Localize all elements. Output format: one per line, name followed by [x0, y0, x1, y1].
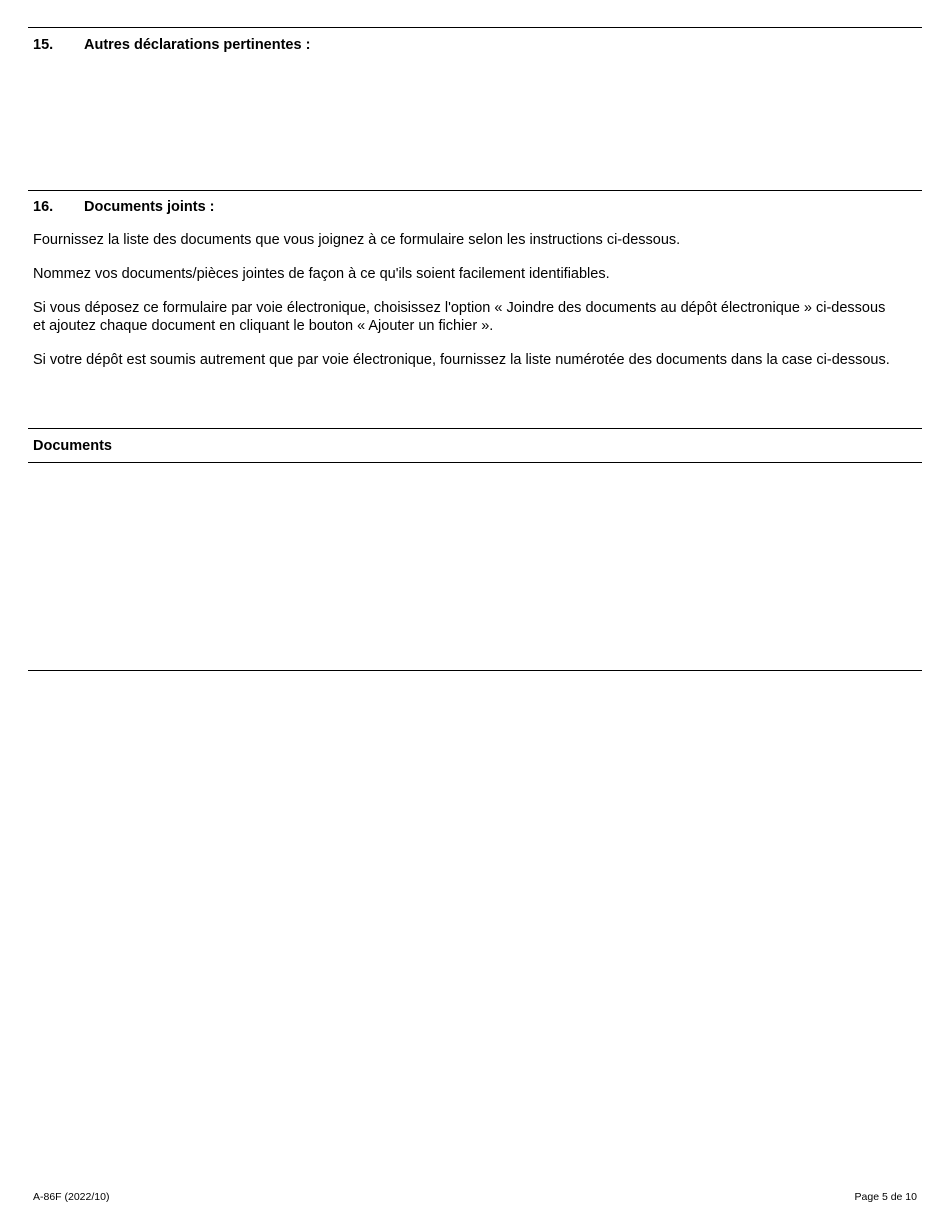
documents-list-field[interactable]: [28, 464, 922, 668]
other-statements-field[interactable]: [28, 58, 922, 188]
section-16-top-rule: [28, 190, 922, 191]
instruction-paragraph-4: Si votre dépôt est soumis autrement que par voie électronique, fournissez la liste numérotée des documents dans la case ci-dessous.: [33, 352, 890, 368]
documents-bottom-rule: [28, 670, 922, 671]
documents-header-rule: [28, 462, 922, 463]
section-15-number: 15.: [33, 37, 54, 53]
instruction-paragraph-1: Fournissez la liste des documents que vous joignez à ce formulaire selon les instructions ci-dessous.: [33, 232, 681, 248]
section-15-top-rule: [28, 27, 922, 28]
section-16-number: 16.: [33, 199, 54, 215]
section-15-title: Autres déclarations pertinentes :: [84, 37, 311, 53]
instruction-paragraph-2: Nommez vos documents/pièces jointes de façon à ce qu'ils soient facilement identifiables.: [33, 266, 610, 282]
section-16-title: Documents joints :: [84, 199, 215, 215]
page-number: Page 5 de 10: [854, 1191, 917, 1203]
documents-top-rule: [28, 428, 922, 429]
form-identifier: A-86F (2022/10): [33, 1191, 110, 1203]
section-15-heading: [33, 36, 310, 54]
section-16-heading: [33, 198, 215, 216]
documents-label: Documents: [33, 438, 112, 454]
instruction-paragraph-3: Si vous déposez ce formulaire par voie électronique, choisissez l'option « Joindre des documents au dépôt électronique » ci-dessous et ajoutez chaque document en cliquant le bouton « Ajouter un fichier ».: [33, 300, 886, 334]
